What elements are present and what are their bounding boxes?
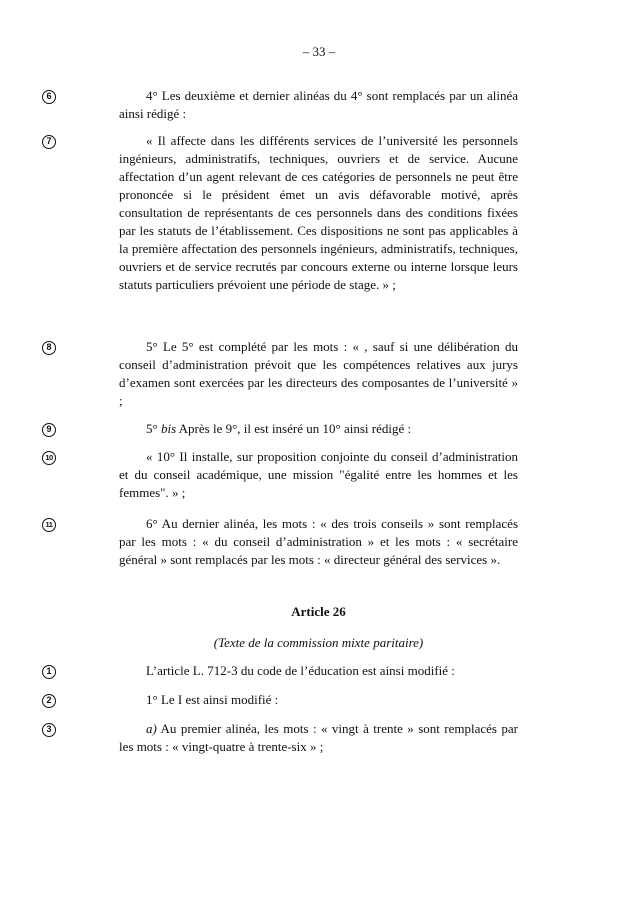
paragraph [119,691,518,709]
paragraph-text: 5° Le 5° est complété par les mots : « , sauf si une délibération du conseil d’administration prévoit que les compétences relatives aux jurys d’examen sont exercées par les directeurs des composantes de l’université » ; [119,339,518,408]
paragraph [119,132,518,294]
paragraph-italic: a) [146,721,157,736]
alinea-marker: 10 [42,451,56,465]
page-number: – 33 – [302,44,336,59]
alinea-marker: 1 [42,665,56,679]
paragraph-text: « Il affecte dans les différents services de l’université les personnels ingénieurs, administratifs, techniques, ouvriers et de service. Aucune affectation d’un agent relevant de ces catégories de personnels ne peut être prononcée si le président émet un avis défavorable motivé, après consultation de représentants de ces personnels dans des conditions fixées par les statuts de l’établissement. Ces dispositions ne sont pas applicables à la première affectation des personnels ingénieurs, administratifs, techniques, ouvriers et de service recrutés par concours externe ou interne lorsque leurs statuts particuliers prévoient une période de stage. » ; [119,133,518,292]
paragraph-text: 1° Le I est ainsi modifié : [146,692,279,707]
paragraph-text: « 10° Il installe, sur proposition conjointe du conseil d’administration et du conseil académique, une mission "égalité entre les hommes et les femmes". » ; [119,449,518,500]
alinea-marker: 7 [42,135,56,149]
alinea-marker: 2 [42,694,56,708]
paragraph-text: 6° Au dernier alinéa, les mots : « des trois conseils » sont remplacés par les mots : « du conseil d’administration » et les mots : « secrétaire général » sont remplacés par les mots : « directeur général des services ». [119,516,518,567]
paragraph-prefix: 5° [146,421,161,436]
paragraph-text: 4° Les deuxième et dernier alinéas du 4° sont remplacés par un alinéa ainsi rédigé : [119,88,518,121]
paragraph [119,515,518,569]
article-title: Article 26 [291,604,346,619]
alinea-marker: 9 [42,423,56,437]
paragraph [119,87,518,123]
alinea-marker: 3 [42,723,56,737]
paragraph [119,448,518,502]
alinea-marker: 11 [42,518,56,532]
paragraph [119,338,518,410]
paragraph [119,720,518,756]
paragraph [119,420,518,438]
paragraph [119,662,518,680]
alinea-marker: 6 [42,90,56,104]
article-subtitle: (Texte de la commission mixte paritaire) [213,635,424,650]
paragraph-text: Au premier alinéa, les mots : « vingt à trente » sont remplacés par les mots : « vingt-quatre à trente-six » ; [119,721,518,754]
paragraph-text: L’article L. 712-3 du code de l’éducation est ainsi modifié : [146,663,455,678]
alinea-marker: 8 [42,341,56,355]
paragraph-italic: bis [160,421,177,436]
paragraph-text: Après le 9°, il est inséré un 10° ainsi rédigé : [176,421,412,436]
